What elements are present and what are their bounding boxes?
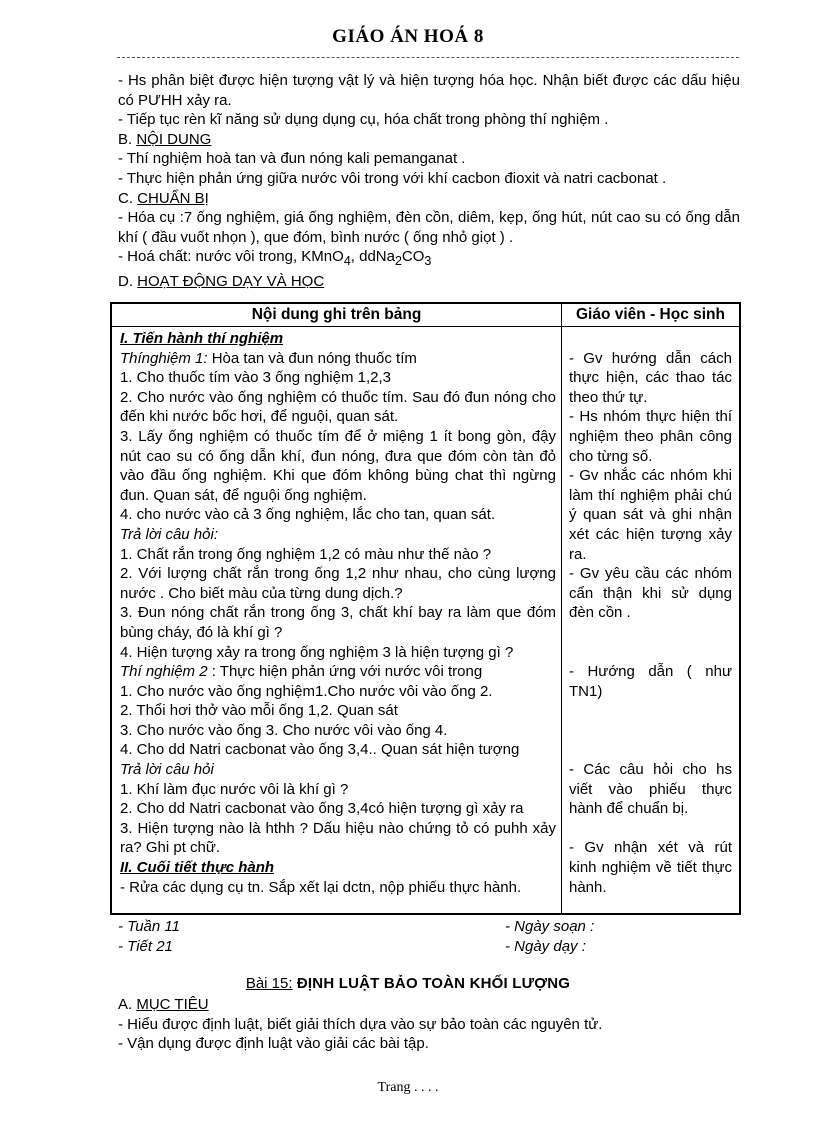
- section-1-title: I. Tiến hành thí nghiệm: [120, 330, 284, 347]
- page-footer: Trang . . . .: [377, 1080, 439, 1095]
- step-line: 2. Cho nước vào ống nghiệm có thuốc tím. Sau đó đun nóng cho đến khi nước bốc hơi, để nguội, quan sát.: [120, 388, 556, 426]
- question-line: 1. Khí làm đục nước vôi là khí gì ?: [120, 780, 349, 798]
- guidance-note: - Gv nhắc các nhóm khi làm thí nghiệm phải chú ý quan sát và ghi nhận xét các hiện tượng xảy ra.: [569, 467, 732, 563]
- question-line: 2. Với lượng chất rắn trong ống 1,2 như nhau, cho cùng lượng nước . Cho biết màu của từng dung dịch.?: [120, 565, 556, 602]
- teacher-student-cell: [562, 327, 741, 915]
- lesson-name: ĐỊNH LUẬT BẢO TOÀN KHỐI LƯỢNG: [292, 975, 571, 992]
- section-d-title: HOẠT ĐỘNG DẠY VÀ HỌC: [137, 272, 325, 290]
- period-label: - Tiết 21: [118, 938, 173, 955]
- step-line: - Rửa các dụng cụ tn. Sắp xết lại dctn, nộp phiếu thực hành.: [120, 878, 522, 896]
- step-line: 2. Thổi hơi thở vào mỗi ống 1,2. Quan sát: [120, 702, 398, 720]
- section-heading-d: D. HOẠT ĐỘNG DẠY VÀ HỌC: [118, 272, 325, 290]
- objective-line: - Vận dụng được định luật vào giải các bài tập.: [118, 1035, 429, 1053]
- step-line: 1. Cho nước vào ống nghiệm1.Cho nước vôi vào ống 2.: [120, 682, 493, 700]
- step-line: 4. cho nước vào cả 3 ống nghiệm, lắc cho tan, quan sát.: [120, 506, 496, 524]
- header-divider: [117, 57, 739, 58]
- questions-label: Trả lời câu hỏi: [120, 761, 214, 779]
- guidance-note: - Hs nhóm thực hiện thí nghiệm theo phân công cho từng số.: [569, 408, 732, 465]
- step-line: 3. Cho nước vào ống 3. Cho nước vôi vào ống 4.: [120, 721, 448, 739]
- teach-date-label: - Ngày dạy :: [505, 938, 586, 955]
- prep-date-label: - Ngày soạn :: [505, 918, 595, 935]
- question-line: 3. Hiện tượng nào là hthh ? Dấu hiệu nào chứng tỏ có puhh xảy ra? Ghi pt chữ.: [120, 819, 556, 857]
- guidance-note: - Gv hướng dẫn cách thực hiện, các thao tác theo thứ tự.: [569, 349, 732, 406]
- step-line: 3. Lấy ống nghiệm có thuốc tím để ở miệng 1 ít bong gòn, đậy nút cao su có ống dẫn khí, đun nóng, đưa que đóm còn tàn đỏ vào đầu ống nghiệm. Khi que đóm không bùng chat thì ngừng đun. Quan sát, để nguội ống nghiệm.: [120, 427, 556, 504]
- section-heading-c: C. CHUẨN BỊ: [118, 189, 209, 207]
- section-a-title: MỤC TIÊU: [136, 996, 209, 1013]
- week-label: - Tuần 11: [118, 918, 180, 935]
- question-line: 4. Hiện tượng xảy ra trong ống nghiệm 3 là hiện tượng gì ?: [120, 643, 514, 661]
- prep-line: - Hóa cụ :7 ống nghiệm, giá ống nghiệm, đèn cồn, diêm, kẹp, ống hút, nút cao su có ống dẫn khí ( đầu vuốt nhọn ), que đóm, bình nước ( ống nhỏ giọt ) .: [118, 209, 740, 246]
- objective-line: - Hiểu được định luật, biết giải thích dựa vào sự bảo toàn các nguyên tử.: [118, 1015, 603, 1033]
- table-row: [111, 327, 740, 915]
- page-header-title: GIÁO ÁN HOÁ 8: [332, 26, 484, 47]
- lesson-table: [110, 302, 741, 915]
- column-header-board: Nội dung ghi trên bảng: [111, 303, 562, 327]
- lesson-title: [0, 975, 816, 992]
- question-line: 1. Chất rắn trong ống nghiệm 1,2 có màu như thế nào ?: [120, 545, 492, 563]
- experiment-2-heading: Thí nghiệm 2 : Thực hiện phản ứng với nước vôi trong: [120, 663, 483, 681]
- section-heading-a: A. MỤC TIÊU: [118, 996, 209, 1013]
- table-header-row: [111, 303, 740, 327]
- section-2-title: II. Cuối tiết thực hành: [120, 859, 275, 877]
- intro-section: [118, 71, 740, 292]
- questions-label: Trả lời câu hỏi:: [120, 525, 218, 543]
- section-c-title: CHUẨN BỊ: [137, 189, 209, 207]
- content-line: - Thí nghiệm hoà tan và đun nóng kali pemanganat .: [118, 150, 466, 168]
- guidance-note: - Hướng dẫn ( như TN1): [569, 663, 732, 700]
- question-line: 2. Cho dd Natri cacbonat vào ống 3,4có hiện tượng gì xảy ra: [120, 800, 524, 818]
- intro-line: - Hs phân biệt được hiện tượng vật lý và hiện tượng hóa học. Nhận biết được các dấu hiệu có PƯHH xảy ra.: [118, 72, 740, 109]
- intro-line: - Tiếp tục rèn kĩ năng sử dụng dụng cụ, hóa chất trong phòng thí nghiệm .: [118, 111, 609, 129]
- section-heading-b: B. NỘI DUNG: [118, 130, 212, 148]
- lesson-number: Bài 15:: [245, 975, 293, 992]
- question-line: 3. Đun nóng chất rắn trong ống 3, chất khí bay ra làm que đóm bùng cháy, đó là khí gì ?: [120, 604, 556, 641]
- experiment-1-heading: Thínghiệm 1: Hòa tan và đun nóng thuốc tím: [120, 349, 417, 367]
- prep-chemicals: - Hoá chất: nước vôi trong, KMnO$_4$, $ddNa_2CO_3$: [118, 248, 432, 269]
- objectives-section: [118, 995, 740, 1054]
- board-content-cell: [111, 327, 562, 915]
- guidance-note: - Các câu hỏi cho hs viết vào phiếu thực hành để chuẩn bị.: [569, 761, 732, 818]
- step-line: 1. Cho thuốc tím vào 3 ống nghiệm 1,2,3: [120, 369, 392, 387]
- guidance-note: - Gv yêu cầu các nhóm cẩn thận khi sử dụng đèn cồn .: [569, 565, 732, 622]
- content-line: - Thực hiện phản ứng giữa nước vôi trong với khí cacbon đioxit và natri cacbonat .: [118, 169, 667, 187]
- section-b-title: NỘI DUNG: [136, 130, 212, 148]
- guidance-note: - Gv nhận xét và rút kinh nghiệm về tiết thực hành.: [569, 839, 732, 896]
- step-line: 4. Cho dd Natri cacbonat vào ống 3,4.. Quan sát hiện tượng: [120, 741, 520, 759]
- column-header-teacher: Giáo viên - Học sinh: [562, 303, 741, 327]
